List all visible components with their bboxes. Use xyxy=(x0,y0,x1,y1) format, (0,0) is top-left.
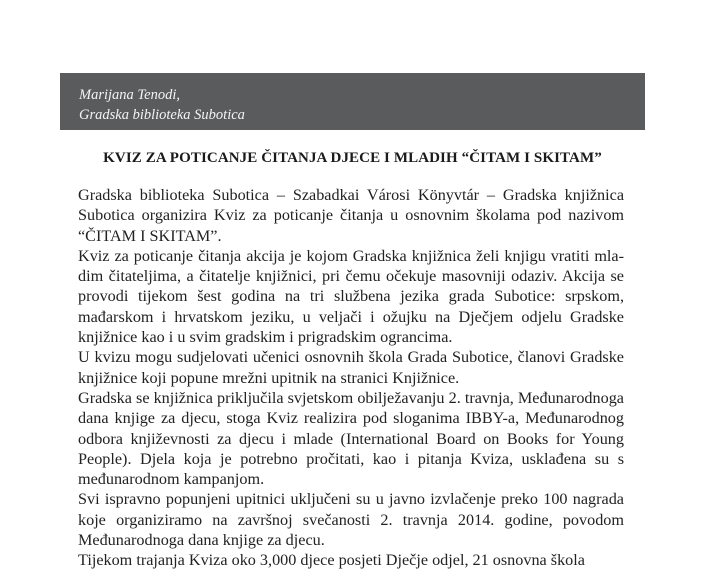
article-body xyxy=(78,185,624,571)
article-title: KVIZ ZA POTICANJE ČITANJA DJECE I MLADIH “ČITAM I SKITAM” xyxy=(103,150,602,166)
paragraph: Gradska se knjižnica priključila svjetskom obilježavanju 2. travnja, Međunarodnoga dana knjige za djecu, stoga Kviz realizira pod sloganima IBBY-a, Međunarodnog odbora književnosti za djecu i mlade (International Board on Books for Young People). Djela koja je potrebno pročitati, kao i pitanja Kviza, usklađena su s međunarodnom kampanjom. xyxy=(78,388,624,489)
author-name: Marijana Tenodi, xyxy=(79,87,180,103)
paragraph: Tijekom trajanja Kviza oko 3,000 djece posjeti Dječje odjel, 21 osnovna škola xyxy=(78,551,585,570)
paragraph: Kviz za poticanje čitanja akcija je kojom Gradska knjižnica želi knjigu vratiti mladim čitateljima, a čitatelje knjižnici, pri čemu očekuje masovniji odaziv. Akcija se provodi tijekom šest godina na tri službena jezika grada Subotice: srpskom, mađarskom i hrvatskom jeziku, u veljači i ožujku na Dječjem odjelu Gradske knjižnice kao i u svim gradskim i prigradskim ograncima. xyxy=(78,246,624,347)
paragraph: U kvizu mogu sudjelovati učenici osnovnih škola Grada Subotice, članovi Gradske knjižnice koji popune mrežni upitnik na stranici Knjižnice. xyxy=(78,348,624,387)
author-box xyxy=(60,73,645,130)
author-affiliation: Gradska biblioteka Subotica xyxy=(79,107,245,123)
paragraph: Gradska biblioteka Subotica – Szabadkai Városi Könyvtár – Gradska knjižnica Subotica organizira Kviz za poticanje čitanja u osnovnim školama pod nazivom “ČITAM I SKITAM”. xyxy=(78,186,624,245)
paragraph: Svi ispravno popunjeni upitnici uključeni su u javno izvlačenje preko 100 nagrada koje organiziramo na završnoj svečanosti 2. travnja 2014. godine, povodom Međunarodnoga dana knjige za djecu. xyxy=(78,490,624,550)
